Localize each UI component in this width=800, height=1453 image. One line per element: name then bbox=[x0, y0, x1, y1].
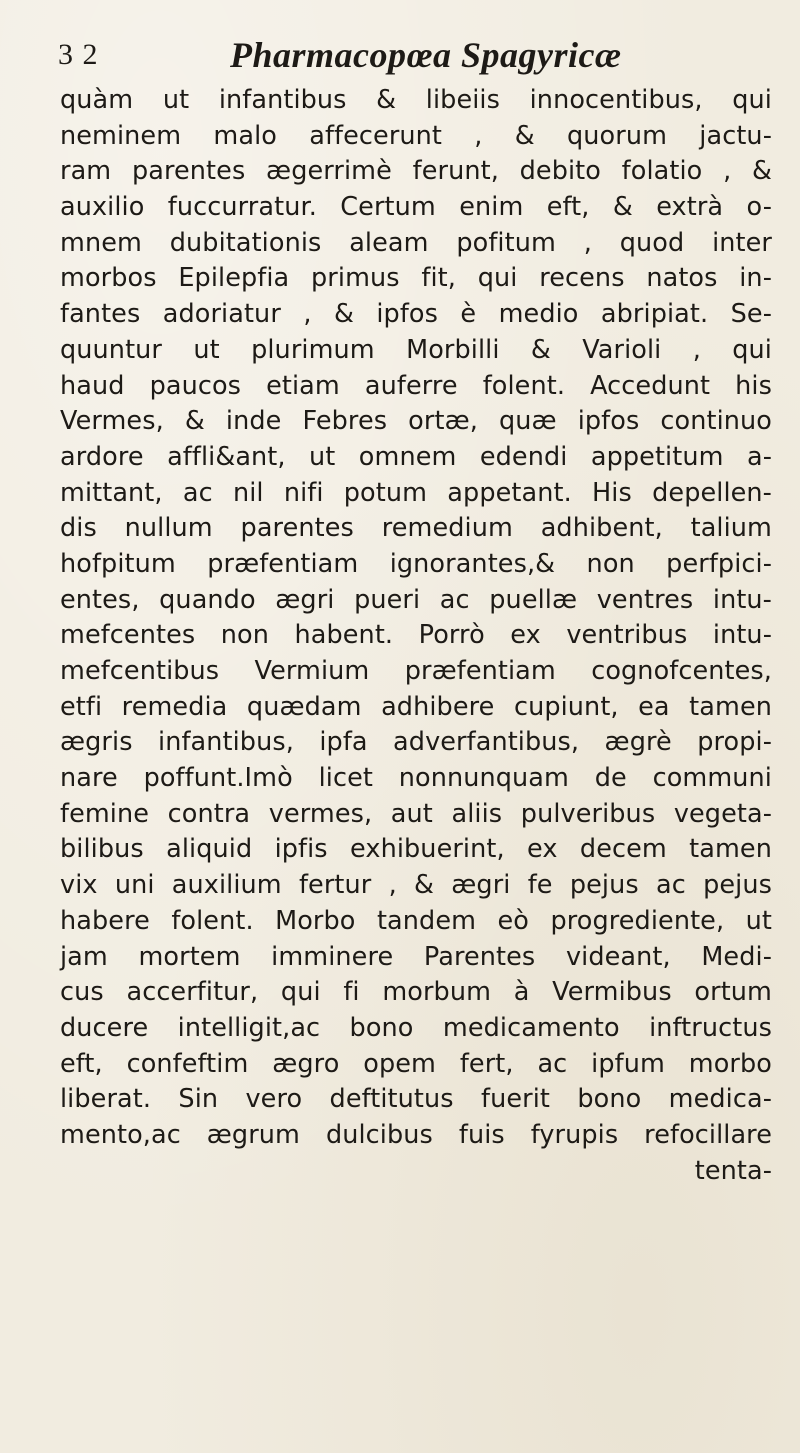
text-line: quàm ut infantibus & libeiis innocentibus, qui bbox=[60, 85, 772, 115]
text-line: dis nullum parentes remedium adhibent, talium bbox=[60, 513, 772, 544]
text-line: habere folent. Morbo tandem eò progrediente, ut bbox=[60, 905, 772, 936]
text-line: quuntur ut plurimum Morbilli & Varioli , qui bbox=[60, 334, 772, 365]
text-line: nare poffunt.Imò licet nonnunquam de communi bbox=[60, 763, 772, 794]
text-line: cus accerfitur, qui fi morbum à Vermibus ortum bbox=[60, 977, 772, 1008]
catchword: tenta- bbox=[694, 1155, 772, 1186]
text-line: fantes adoriatur , & ipfos è medio abripiat. Se- bbox=[60, 299, 772, 330]
text-line: liberat. Sin vero deftitutus fuerit bono medica- bbox=[60, 1084, 772, 1115]
text-line: eft, confeftim ægro opem fert, ac ipfum morbo bbox=[60, 1048, 772, 1079]
text-line: hofpitum præfentiam ignorantes,& non perfpici- bbox=[60, 548, 772, 579]
text-line: neminem malo affecerunt , & quorum jactu- bbox=[60, 120, 772, 151]
text-line: vix uni auxilium fertur , & ægri fe pejus ac pejus bbox=[60, 870, 772, 901]
text-line: jam mortem imminere Parentes videant, Medi- bbox=[60, 941, 772, 972]
text-line: mnem dubitationis aleam pofitum , quod inter bbox=[60, 227, 772, 258]
text-line: entes, quando ægri pueri ac puellæ ventres intu- bbox=[60, 584, 772, 615]
page-number: 3 2 bbox=[58, 38, 99, 71]
text-line: mefcentibus Vermium præfentiam cognofcentes, bbox=[60, 656, 772, 686]
text-line: morbos Epilepfia primus fit, qui recens natos in- bbox=[60, 263, 772, 294]
running-head bbox=[58, 34, 758, 80]
text-line: ardore affli&ant, ut omnem edendi appetitum a- bbox=[60, 441, 772, 472]
text-line: ram parentes ægerrimè ferunt, debito folatio , & bbox=[60, 156, 772, 187]
text-line: ægris infantibus, ipfa adverfantibus, ægrè propi- bbox=[60, 727, 772, 758]
text-line: etfi remedia quædam adhibere cupiunt, ea tamen bbox=[60, 691, 772, 722]
text-line: Vermes, & inde Febres ortæ, quæ ipfos continuo bbox=[60, 406, 772, 437]
text-line: ducere intelligit,ac bono medicamento inftructus bbox=[60, 1012, 772, 1043]
text-line: bilibus aliquid ipfis exhibuerint, ex decem tamen bbox=[60, 834, 772, 865]
text-line: mefcentes non habent. Porrò ex ventribus intu- bbox=[60, 620, 772, 651]
text-line: femine contra vermes, aut aliis pulveribus vegeta- bbox=[60, 798, 772, 829]
text-line: mento,ac ægrum dulcibus fuis fyrupis refocillare bbox=[60, 1119, 772, 1150]
body-text bbox=[60, 83, 772, 1189]
text-line: haud paucos etiam auferre folent. Accedunt his bbox=[60, 370, 772, 401]
text-line: mittant, ac nil nifi potum appetant. His depellen- bbox=[60, 477, 772, 508]
text-line: auxilio fuccurratur. Certum enim eft, & extrà o- bbox=[60, 192, 772, 223]
running-title: Pharmacopœa Spagyricæ bbox=[230, 35, 622, 75]
